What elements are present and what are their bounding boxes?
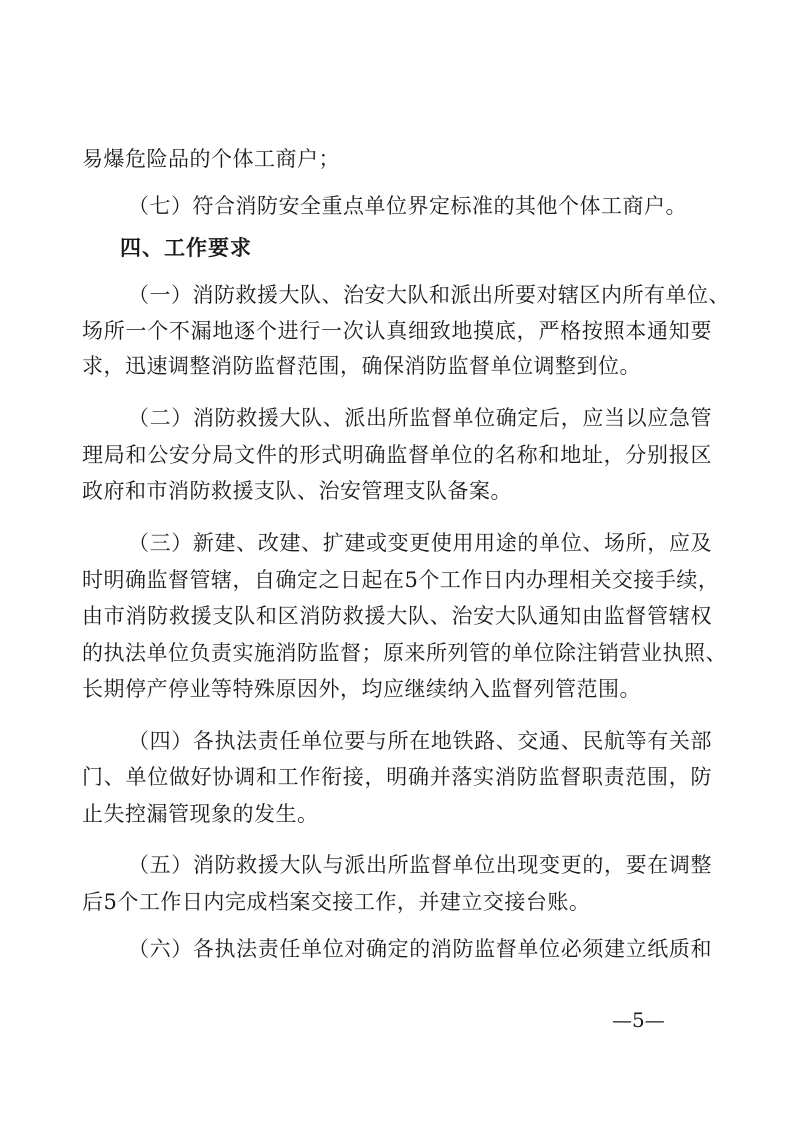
paragraph-line: 由市消防救援支队和区消防救援大队、治安大队通知由监督管辖权 xyxy=(82,604,712,628)
text-line: （七）符合消防安全重点单位界定标准的其他个体工商户。 xyxy=(128,194,687,218)
paragraph-line: 止失控漏管现象的发生。 xyxy=(82,802,319,826)
text-line: 易爆危险品的个体工商户； xyxy=(82,147,340,171)
paragraph-line: 理局和公安分局文件的形式明确监督单位的名称和地址，分别报区 xyxy=(82,443,712,467)
paragraph-line: 求，迅速调整消防监督范围，确保消防监督单位调整到位。 xyxy=(82,354,641,378)
paragraph-line: 后5个工作日内完成档案交接工作，并建立交接台账。 xyxy=(82,890,591,914)
paragraph-line: （四）各执法责任单位要与所在地铁路、交通、民航等有关部 xyxy=(128,729,712,753)
paragraph-line: （二）消防救援大队、派出所监督单位确定后，应当以应急管 xyxy=(128,406,712,430)
paragraph-line: （六）各执法责任单位对确定的消防监督单位必须建立纸质和 xyxy=(128,937,712,961)
paragraph-line: 政府和市消防救援支队、治安管理支队备案。 xyxy=(82,479,512,503)
paragraph-line: 时明确监督管辖，自确定之日起在5个工作日内办理相关交接手续， xyxy=(82,568,720,592)
paragraph-line: 门、单位做好协调和工作衔接，明确并落实消防监督职责范围，防 xyxy=(82,765,712,789)
paragraph-line: （三）新建、改建、扩建或变更使用用途的单位、场所，应及 xyxy=(128,531,712,555)
paragraph-line: （一）消防救援大队、治安大队和派出所要对辖区内所有单位、 xyxy=(128,283,730,307)
paragraph-line: 长期停产停业等特殊原因外，均应继续纳入监督列管范围。 xyxy=(82,677,641,701)
paragraph-line: （五）消防救援大队与派出所监督单位出现变更的，要在调整 xyxy=(128,853,712,877)
paragraph-line: 场所一个不漏地逐个进行一次认真细致地摸底，严格按照本通知要 xyxy=(82,319,712,343)
page-number: —5— xyxy=(612,1008,665,1032)
paragraph-line: 的执法单位负责实施消防监督；原来所列管的单位除注销营业执照、 xyxy=(82,641,727,665)
section-heading: 四、工作要求 xyxy=(120,236,252,260)
